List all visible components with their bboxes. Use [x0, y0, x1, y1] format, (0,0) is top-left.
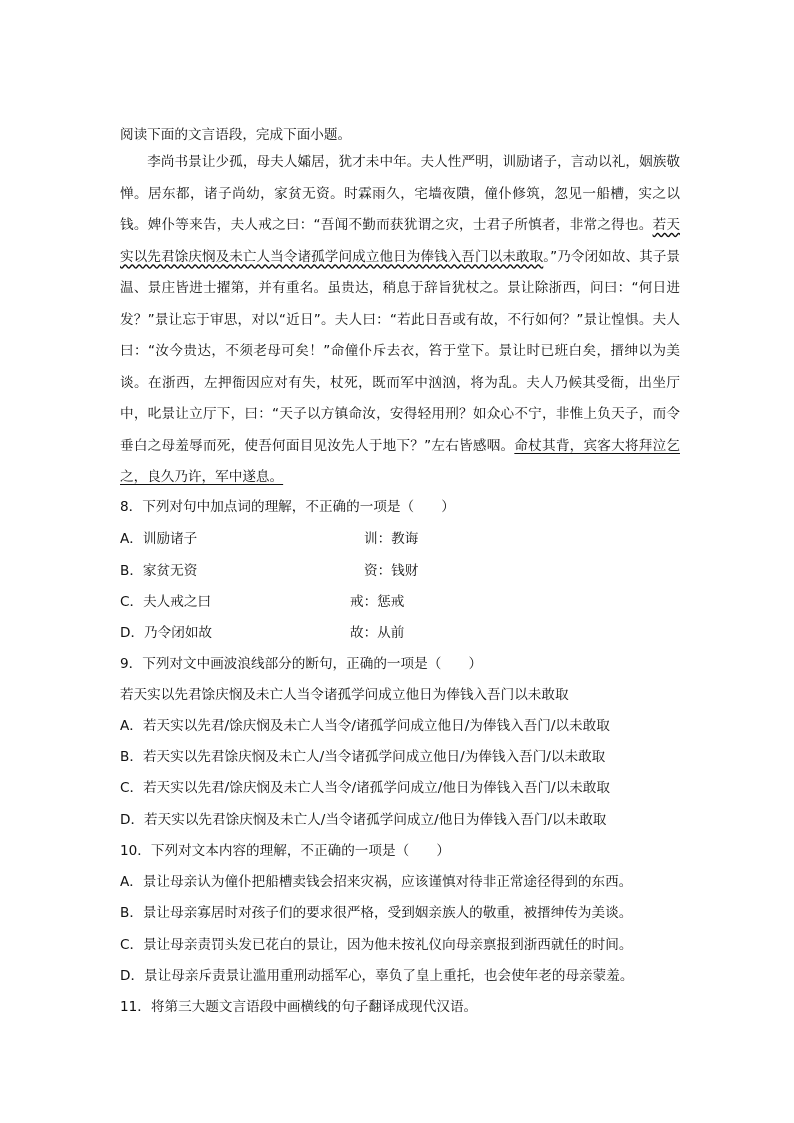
intro-instruction: 阅读下面的文言语段，完成下面小题。	[120, 127, 352, 143]
passage-part-1: 李尚书景让少孤，母夫人孀居，犹才未中年。夫人性严明，训励诸子，言动以礼，姻族敬惮。居东都，诸子尚幼，家贫无资。时霖雨久，宅墙夜隤，僮仆修筑，忽见一船槽，实之以钱。婢仆等来告，夫人戒之曰：“吾闻不勤而获犹谓之灾，士君子所慎者，非常之得也。	[120, 154, 680, 233]
q8-option-d-gloss: 故：从前	[350, 625, 405, 641]
q9-option-b[interactable]: B．若天实以先君馀庆悯及未亡人/当令诸孤学问成立他日/为俸钱入吾门/以未敢取	[120, 749, 606, 765]
passage-wavy-sentence: 若天实以先君馀庆悯及未亡人当令诸孤学问成立他日为俸钱入吾门以未敢取	[120, 217, 680, 265]
q10-option-c[interactable]: C．景让母亲责罚头发已花白的景让，因为他未按礼仪向母亲禀报到浙西就任的时间。	[120, 937, 633, 953]
q9-option-a[interactable]: A．若天实以先君/馀庆悯及未亡人当令/诸孤学问成立他日/为俸钱入吾门/以未敢取	[120, 718, 610, 734]
q10-option-b[interactable]: B．景让母亲寡居时对孩子们的要求很严格，受到姻亲族人的敬重，被搢绅传为美谈。	[120, 905, 633, 921]
q9-option-d[interactable]: D．若天实以先君馀庆悯及未亡人/当令诸孤学问成立/他日为俸钱入吾门/以未敢取	[120, 812, 607, 828]
passage-underlined-sentence: 命杖其背，宾客大将拜泣乞之，良久乃许，军中遂息。	[120, 437, 680, 485]
passage-part-2: 。”乃令闭如故、其子景温、景庄皆进士擢第，并有重名。虽贵达，稍息于辞旨犹杖之。景让除浙西，问曰：“何日进发？”景让忘于审思，对以“近日”。夫人曰：“若此日吾或有故，不行如何？”景让惶惧。夫人曰：“汝今贵达，不须老母可矣！”命僮仆斥去衣，笞于堂下。景让时已班白矣，搢绅以为美谈。在浙西，左押衙因应对有失，杖死，既而军中汹汹，将为乱。夫人乃候其受衙，出坐厅中，叱景让立厅下，曰：“天子以方镇命汝，安得轻用刑？如众心不宁，非惟上负天子，而令垂白之母羞辱而死，使吾何面目见汝先人于地下？”左右皆感咽。	[120, 248, 681, 454]
q8-option-c-gloss: 戒：惩戒	[350, 594, 405, 610]
q9-option-c[interactable]: C．若天实以先君/馀庆悯及未亡人当令/诸孤学问成立/他日为俸钱入吾门/以未敢取	[120, 780, 610, 796]
q11-stem: 11．将第三大题文言语段中画横线的句子翻译成现代汉语。	[120, 999, 478, 1015]
q8-option-a-gloss: 训：教诲	[364, 531, 419, 547]
q8-stem: 8．下列对句中加点词的理解，不正确的一项是（ ）	[120, 499, 455, 515]
q8-option-c-label: C．夫人戒之曰	[120, 594, 212, 610]
q8-option-a[interactable]	[120, 529, 680, 549]
q10-option-a[interactable]: A．景让母亲认为僮仆把船槽卖钱会招来灾祸，应该谨慎对待非正常途径得到的东西。	[120, 874, 633, 890]
q8-option-d[interactable]	[120, 623, 680, 643]
q8-option-a-label: A．训励诸子	[120, 531, 198, 547]
q10-stem: 10．下列对文本内容的理解，不正确的一项是（ ）	[120, 843, 450, 859]
q8-option-c[interactable]	[120, 592, 680, 612]
q8-option-b-label: B．家贫无资	[120, 563, 198, 579]
q10-option-d[interactable]: D．景让母亲斥责景让滥用重刑动摇军心，辜负了皇上重托，也会使年老的母亲蒙羞。	[120, 968, 634, 984]
q9-stem: 9．下列对文中画波浪线部分的断句，正确的一项是（ ）	[120, 656, 483, 672]
classical-passage	[120, 147, 680, 494]
q9-sentence: 若天实以先君馀庆悯及未亡人当令诸孤学问成立他日为俸钱入吾门以未敢取	[120, 687, 569, 703]
q8-option-d-label: D．乃令闭如故	[120, 625, 213, 641]
q8-option-b[interactable]	[120, 561, 680, 581]
q8-option-b-gloss: 资：钱财	[364, 563, 419, 579]
